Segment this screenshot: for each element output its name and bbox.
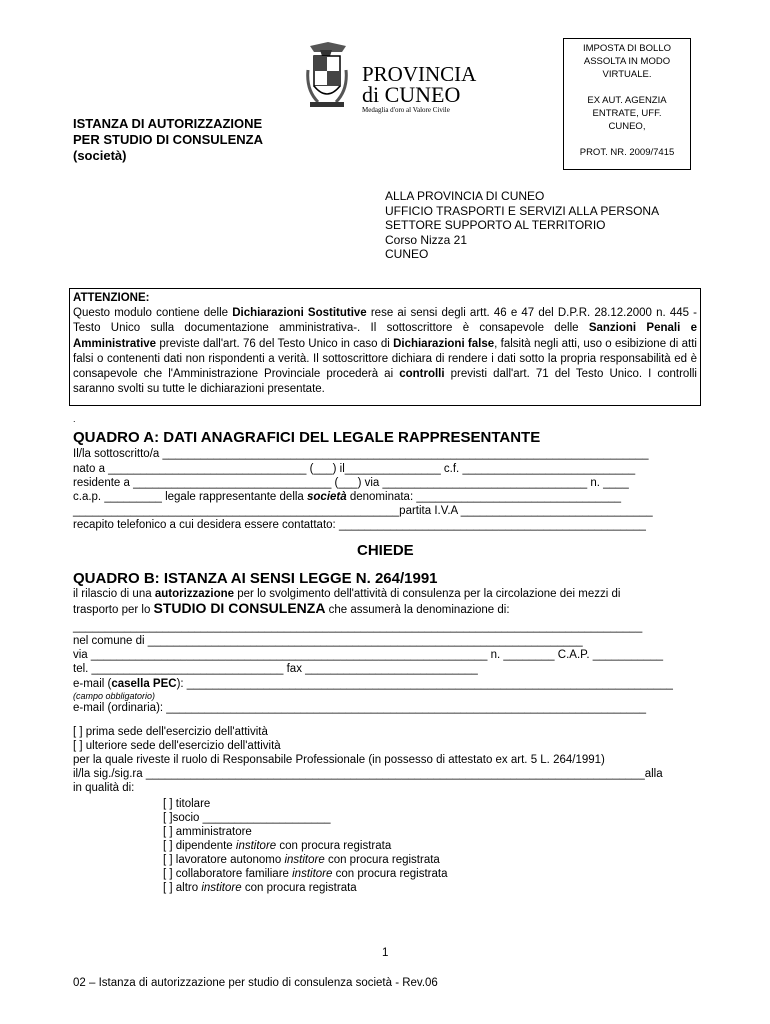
footer-text: 02 – Istanza di autorizzazione per studio di consulenza società - Rev.06 [73, 977, 438, 989]
page-number: 1 [382, 947, 389, 959]
section-a-heading: QUADRO A: DATI ANAGRAFICI DEL LEGALE RAPPRESENTANTE [73, 429, 541, 446]
field-cap-societa[interactable] [73, 490, 621, 504]
text: [ ] collaboratore familiare [163, 868, 293, 880]
checkbox-titolare[interactable]: [ ] titolare [163, 798, 211, 810]
field-tel-fax[interactable]: tel. ______________________________ fax ___________________________ [73, 663, 478, 675]
request-text-2 [73, 601, 510, 617]
attn-bold: Dichiarazioni false [393, 337, 495, 350]
text: ): ____________________________________________________________________________ [176, 678, 673, 690]
attn-text: Questo modulo contiene delle [73, 307, 233, 320]
title-line1: ISTANZA DI AUTORIZZAZIONE [73, 116, 263, 131]
address-line: SETTORE SUPPORTO AL TERRITORIO [385, 218, 606, 232]
field-partita-iva[interactable]: ___________________________________________________partita I.V.A ______________________________ [73, 505, 653, 517]
text-italic: institore [292, 868, 333, 880]
bollo-line: ASSOLTA IN MODO [583, 56, 671, 67]
text: il rilascio di una [73, 588, 155, 600]
stamp-duty-box [563, 38, 691, 170]
dot-mark: . [73, 414, 76, 424]
checkbox-amministratore[interactable]: [ ] amministratore [163, 826, 252, 838]
field-email-ordinaria[interactable]: e-mail (ordinaria): ___________________________________________________________________________ [73, 702, 646, 714]
field-email-pec[interactable] [73, 677, 673, 691]
checkbox-socio[interactable]: [ ]socio ____________________ [163, 812, 331, 824]
text: per lo svolgimento dell'attività di consulenza per la circolazione dei mezzi di [234, 588, 621, 600]
text-bold: casella PEC [111, 678, 177, 690]
attn-bold: controlli [399, 368, 445, 381]
address-line: ALLA PROVINCIA DI CUNEO [385, 189, 545, 203]
chiede-heading: CHIEDE [357, 542, 414, 559]
bollo-line: ENTRATE, UFF. [592, 108, 662, 119]
checkbox-prima-sede[interactable]: [ ] prima sede dell'esercizio dell'attività [73, 726, 268, 738]
text-bold: società [307, 491, 347, 503]
address-line: CUNEO [385, 247, 429, 261]
text: con procura registrata [276, 840, 392, 852]
field-sig[interactable] [73, 767, 663, 781]
request-text-1 [73, 587, 620, 601]
field-recapito[interactable]: recapito telefonico a cui desidera essere contattato: ________________________________________________ [73, 519, 646, 531]
text-italic: institore [284, 854, 325, 866]
document-title [73, 116, 263, 164]
attention-heading: ATTENZIONE: [73, 292, 150, 304]
logo-line1: PROVINCIA [362, 62, 477, 86]
recipient-address [385, 189, 659, 262]
text: che assumerà la denominazione di: [325, 604, 510, 616]
province-logo [306, 40, 476, 120]
checkbox-lavoratore-autonomo[interactable] [163, 853, 440, 867]
field-sottoscritto[interactable]: Il/la sottoscritto/a ____________________________________________________________________________ [73, 448, 649, 460]
text: trasporto per lo [73, 604, 154, 616]
attn-text: , falsità negli atti, uso o esibizione di atti falsi o contenenti dati non rispondenti a verità. Il sottoscrittore dichiara di rendere i dati sotto la propria responsabilità ed è consapevole che l'Amministrazione Provinciale procederà ai [73, 337, 697, 381]
text: con procura registrata [332, 868, 448, 880]
text-italic: institore [201, 882, 242, 894]
attn-text: previste dall'art. 76 del Testo Unico in caso di [156, 337, 394, 350]
logo-line2: di CUNEO [362, 82, 461, 107]
attn-text: rese ai sensi degli artt. 46 e 47 del D.P.R. 28.12.2000 n. 445 - Testo Unico sulla documentazione amministrativa-. Il sottoscrittore è consapevole delle [73, 307, 697, 335]
bollo-line: CUNEO, [608, 121, 646, 132]
address-line: UFFICIO TRASPORTI E SERVIZI ALLA PERSONA [385, 203, 660, 218]
text: c.a.p. _________ legale rappresentante della [73, 491, 308, 503]
field-via[interactable]: via ______________________________________________________________ n. ________ C.A.P. ___________ [73, 649, 664, 661]
checkbox-altro[interactable] [163, 881, 357, 895]
text: [ ] lavoratore autonomo [163, 854, 285, 866]
field-nato[interactable]: nato a _______________________________ (___) il_______________ c.f. ___________________________ [73, 463, 636, 475]
checkbox-ulteriore-sede[interactable]: [ ] ulteriore sede dell'esercizio dell'attività [73, 740, 281, 752]
required-note: (campo obbligatorio) [73, 691, 156, 701]
checkbox-collaboratore[interactable] [163, 867, 447, 881]
bollo-line: IMPOSTA DI BOLLO [583, 43, 671, 54]
text-bold: STUDIO DI CONSULENZA [153, 600, 326, 616]
qualita-label: in qualità di: [73, 782, 135, 794]
text: denominata: ________________________________ [346, 491, 622, 503]
attention-text [73, 306, 697, 397]
text: con procura registrata [241, 882, 357, 894]
text: con procura registrata [324, 854, 440, 866]
text: [ ] dipendente [163, 840, 236, 852]
attn-bold: Sanzioni Penali e Amministrative [73, 322, 697, 350]
title-line2: PER STUDIO DI CONSULENZA [73, 132, 263, 147]
attn-text: previsti dall'art. 71 del Testo Unico. I controlli saranno svolti su tutte le dichiarazioni presentate. [73, 368, 697, 396]
text: e-mail ( [73, 678, 112, 690]
bollo-protocol: PROT. NR. 2009/7415 [579, 147, 675, 158]
text-bold: autorizzazione [154, 588, 235, 600]
text: il/la sig./sig.ra ______________________________________________________________________________ [73, 768, 645, 780]
attention-notice [69, 288, 701, 406]
title-line3: (società) [73, 148, 127, 163]
checkbox-dipendente[interactable] [163, 839, 391, 853]
address-line: Corso Nizza 21 [385, 232, 468, 247]
text: [ ] altro [163, 882, 202, 894]
section-b-heading: QUADRO B: ISTANZA AI SENSI LEGGE N. 264/1991 [73, 570, 438, 587]
field-residente[interactable]: residente a _______________________________ (___) via ________________________________ n. ____ [73, 477, 629, 489]
responsabile-text: per la quale riveste il ruolo di Responsabile Professionale (in possesso di attestato ex art. 5 L. 264/1991) [73, 754, 605, 766]
bollo-line: VIRTUALE. [602, 69, 652, 80]
field-comune[interactable]: nel comune di ____________________________________________________________________ [73, 635, 583, 647]
attn-bold: Dichiarazioni Sostitutive [232, 307, 367, 320]
text-italic: institore [235, 840, 277, 852]
logo-tagline: Medaglia d'oro al Valore Civile [362, 106, 450, 114]
field-denominazione[interactable]: _________________________________________________________________________________________ [73, 621, 643, 633]
bollo-line: EX AUT. AGENZIA [587, 95, 667, 106]
text: alla [644, 768, 663, 780]
